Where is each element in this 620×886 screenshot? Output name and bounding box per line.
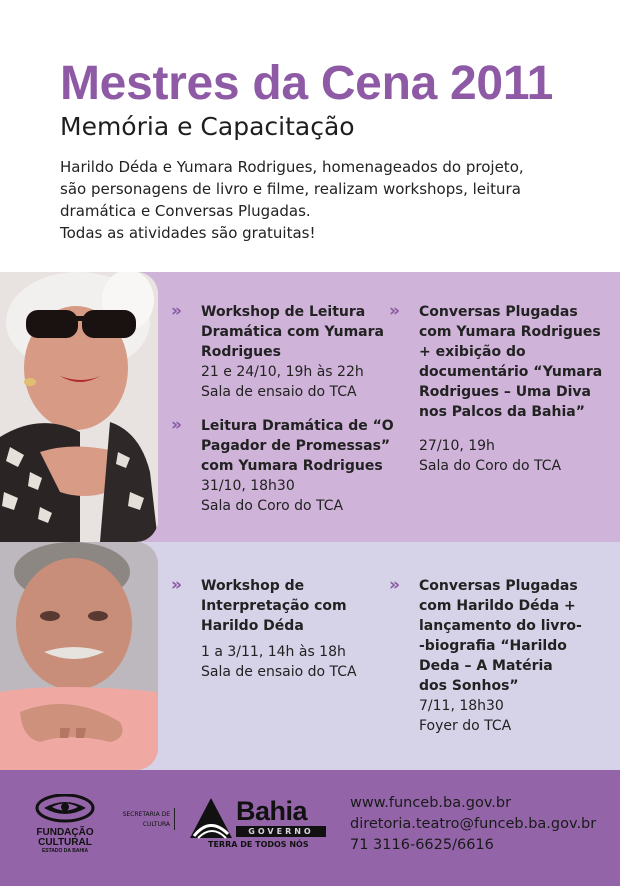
intro-line: Todas as atividades são gratuitas! bbox=[60, 224, 316, 242]
chevron-right-icon: » bbox=[171, 575, 180, 595]
event-title-line: Leitura Dramática de “O bbox=[201, 418, 394, 434]
page-title: Mestres da Cena 2011 bbox=[60, 57, 553, 110]
event-title-line: -biografia “Harildo bbox=[419, 638, 567, 654]
chevron-right-icon: » bbox=[389, 301, 398, 321]
event-location: Sala do Coro do TCA bbox=[201, 498, 344, 514]
chevron-right-icon: » bbox=[171, 301, 180, 321]
event-location: Sala do Coro do TCA bbox=[419, 458, 562, 474]
cultural-line: CULTURAL bbox=[38, 837, 92, 848]
estado-line: ESTADO DA BAHIA bbox=[41, 848, 89, 854]
bahia-triangle-icon bbox=[188, 796, 234, 840]
event-title-line: Deda – A Matéria bbox=[419, 658, 553, 674]
event-title-line: Workshop de bbox=[201, 578, 305, 594]
event-title-line: Rodrigues – Uma Diva bbox=[419, 384, 591, 400]
column-harildo-right bbox=[389, 575, 609, 750]
bahia-governo-logo bbox=[188, 796, 328, 852]
intro-text bbox=[60, 156, 570, 244]
slogan: TERRA DE TODOS NÓS bbox=[208, 840, 309, 849]
event-title-line: com Harildo Déda + bbox=[419, 598, 576, 614]
photo-harildo bbox=[0, 542, 158, 770]
event-title-line: Interpretação com bbox=[201, 598, 347, 614]
chevron-right-icon: » bbox=[389, 575, 398, 595]
contact-info bbox=[350, 793, 596, 856]
event-datetime: 7/11, 18h30 bbox=[419, 698, 504, 714]
event-datetime: 1 a 3/11, 14h às 18h bbox=[201, 644, 346, 660]
secretaria-line: SECRETARIA DE bbox=[122, 811, 170, 818]
website-link[interactable]: www.funceb.ba.gov.br bbox=[350, 795, 512, 811]
fundacao-cultural-emblem-icon bbox=[30, 794, 100, 824]
header bbox=[0, 0, 620, 272]
event-title-line: + exibição do bbox=[419, 344, 526, 360]
event-item bbox=[171, 301, 391, 402]
event-title-line: Rodrigues bbox=[201, 344, 281, 360]
event-title-line: Conversas Plugadas bbox=[419, 304, 578, 320]
event-title-line: dos Sonhos” bbox=[419, 678, 519, 694]
event-title-line: documentário “Yumara bbox=[419, 364, 603, 380]
intro-line: dramática e Conversas Plugadas. bbox=[60, 202, 311, 220]
event-title-line: Dramática com Yumara bbox=[201, 324, 384, 340]
event-title-line: Harildo Déda bbox=[201, 618, 304, 634]
fundacao-cultural-logo bbox=[30, 794, 100, 854]
secretaria-line: CULTURA bbox=[142, 821, 170, 828]
event-item bbox=[171, 575, 391, 682]
portrait-harildo-image bbox=[0, 542, 158, 770]
governo-label: GOVERNO bbox=[236, 826, 326, 837]
photo-yumara bbox=[0, 272, 158, 542]
event-title-line: com Yumara Rodrigues bbox=[201, 458, 383, 474]
event-title-line: Pagador de Promessas” bbox=[201, 438, 391, 454]
event-location: Sala de ensaio do TCA bbox=[201, 384, 357, 400]
column-harildo-left bbox=[171, 575, 391, 696]
intro-line: Harildo Déda e Yumara Rodrigues, homenageados do projeto, bbox=[60, 158, 524, 176]
event-location: Foyer do TCA bbox=[419, 718, 512, 734]
event-title-line: lançamento do livro- bbox=[419, 618, 582, 634]
bahia-wordmark: Bahia bbox=[236, 796, 308, 826]
event-item bbox=[389, 575, 609, 736]
fundacao-line: FUNDAÇÃO bbox=[36, 827, 94, 838]
event-location: Sala de ensaio do TCA bbox=[201, 664, 357, 680]
event-datetime: 27/10, 19h bbox=[419, 438, 495, 454]
chevron-right-icon: » bbox=[171, 415, 180, 435]
portrait-yumara-image bbox=[0, 272, 158, 542]
event-datetime: 31/10, 18h30 bbox=[201, 478, 295, 494]
event-title-line: Conversas Plugadas bbox=[419, 578, 578, 594]
event-title-line: Workshop de Leitura bbox=[201, 304, 366, 320]
logo-separator bbox=[174, 808, 175, 830]
event-item bbox=[389, 301, 609, 476]
event-title-line: nos Palcos da Bahia” bbox=[419, 404, 585, 420]
secretaria-label bbox=[116, 810, 170, 830]
event-item bbox=[171, 415, 394, 516]
column-yumara-right bbox=[389, 301, 609, 490]
event-datetime: 21 e 24/10, 19h às 22h bbox=[201, 364, 364, 380]
email-link[interactable]: diretoria.teatro@funceb.ba.gov.br bbox=[350, 816, 597, 832]
column-yumara-left bbox=[171, 301, 394, 530]
event-title-line: com Yumara Rodrigues bbox=[419, 324, 601, 340]
page-subtitle: Memória e Capacitação bbox=[60, 112, 355, 141]
intro-line: são personagens de livro e filme, realizam workshops, leitura bbox=[60, 180, 521, 198]
phone-number: 71 3116-6625/6616 bbox=[350, 837, 494, 853]
